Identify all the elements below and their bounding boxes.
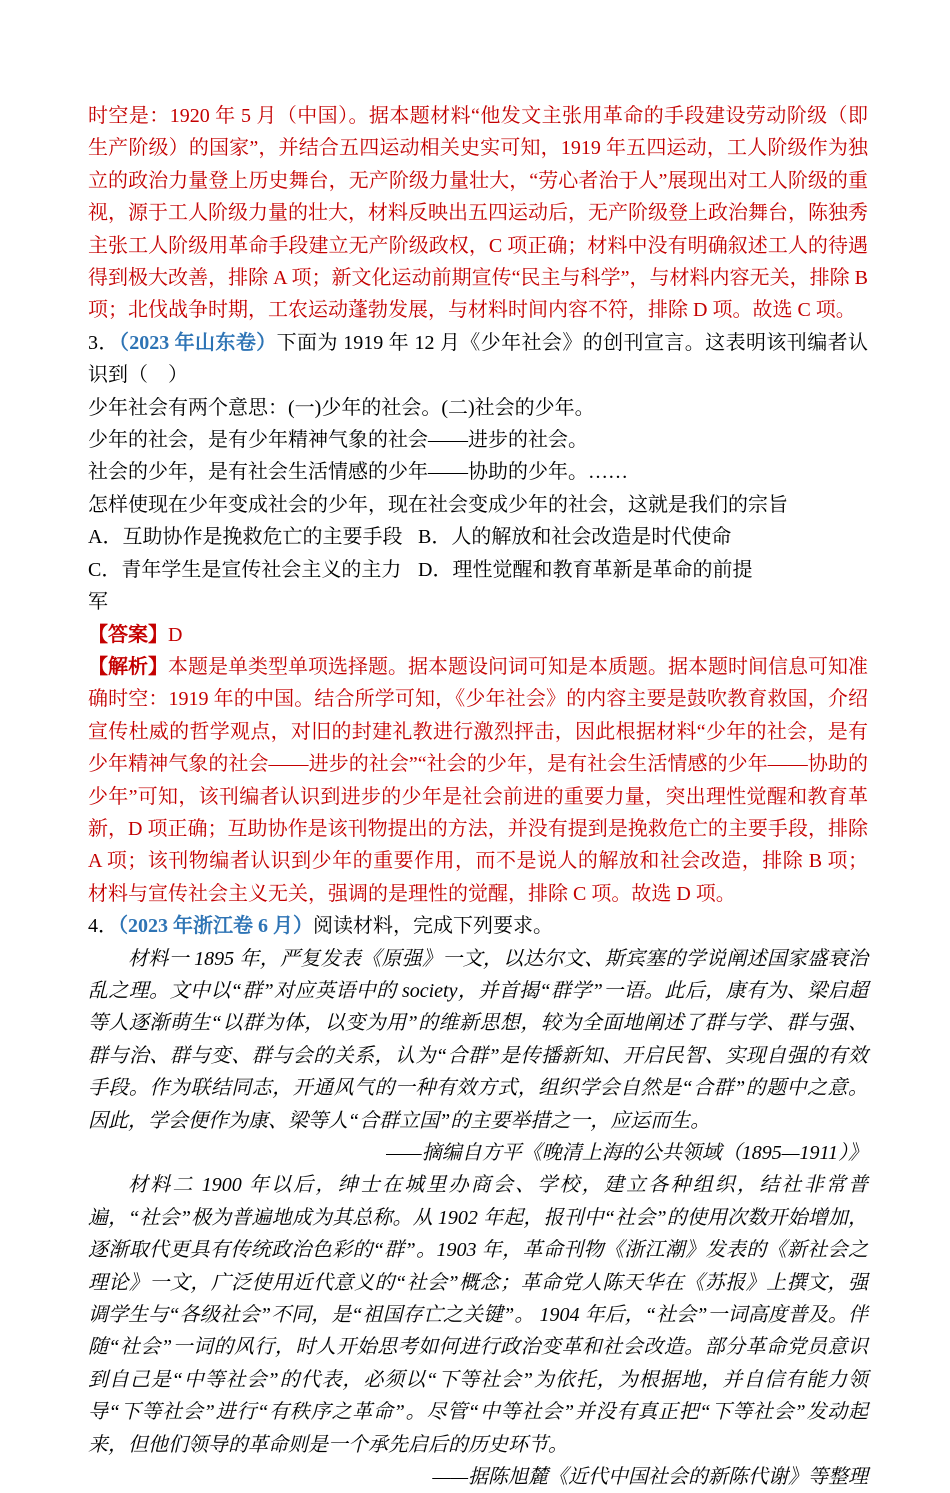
option-b-label: B． bbox=[418, 526, 452, 549]
options-row-ab bbox=[88, 521, 868, 553]
declaration-line: 少年的社会，是有少年精神气象的社会——进步的社会。 bbox=[88, 429, 588, 452]
question-4-heading bbox=[88, 910, 868, 942]
material-2-source: ——据陈旭麓《近代中国社会的新陈代谢》等整理 bbox=[432, 1466, 868, 1489]
question-4-stem: 阅读材料，完成下列要求。 bbox=[313, 915, 553, 938]
option-d-text: 理性觉醒和教育革新是革命的前提 bbox=[452, 558, 753, 581]
question-3-source-tag: （2023 年山东卷） bbox=[118, 331, 277, 354]
option-c-label: C． bbox=[88, 558, 122, 581]
option-b-text: 人的解放和社会改造是时代使命 bbox=[451, 526, 732, 549]
analysis-paragraph bbox=[88, 651, 868, 910]
option-c-text: 青年学生是宣传社会主义的主力军 bbox=[88, 558, 402, 614]
answer-line bbox=[88, 619, 868, 651]
analysis-tag: 【解析】 bbox=[88, 655, 168, 678]
option-d bbox=[418, 554, 868, 619]
declaration-line: 社会的少年，是有社会生活情感的少年——协助的少年。…… bbox=[88, 461, 628, 484]
answer-value: D bbox=[168, 623, 183, 646]
option-a-text: 互助协作是挽救危亡的主要手段 bbox=[122, 526, 403, 549]
option-a-label: A． bbox=[88, 526, 123, 549]
option-a bbox=[88, 521, 418, 553]
declaration-line: 少年社会有两个意思：(一)少年的社会。(二)社会的少年。 bbox=[88, 396, 595, 419]
question-3-heading bbox=[88, 327, 868, 392]
question-4-source-tag: （2023 年浙江卷 6 月） bbox=[118, 915, 313, 938]
material-2-paragraph: 材料二 1900 年以后，绅士在城里办商会、学校，建立各种组织，结社非常普遍，“社会”极为普遍地成为其总称。从 1902 年起，报刊中“社会”的使用次数开始增加，逐渐取代更具有传统政治色彩的“群”。1903 年，革命刊物《浙江潮》发表的《新社会之理论》一文，广泛使用近代意义的“社会”概念；革命党人陈天华在《苏报》上撰文，强调学生与“各级社会”不同，是“祖国存亡之关键”。 1904 年后，“社会”一词高度普及。伴随“社会”一词的风行，时人开始思考如何进行政治变革和社会改造。部分革命党员意识到自己是“中等社会”的代表，必须以“下等社会”为依托，为根据地，并自信有能力领导“下等社会”进行“有秩序之革命”。尽管“中等社会”并没有真正把“下等社会”发动起来，但他们领导的革命则是一个承先启后的历史环节。 bbox=[88, 1174, 868, 1456]
declaration-line: 怎样使现在少年变成社会的少年，现在社会变成少年的社会，这就是我们的宗旨 bbox=[88, 493, 788, 516]
analysis-text: 本题是单类型单项选择题。据本题设问词可知是本质题。据本题时间信息可知准确时空：1919 年的中国。结合所学可知，《少年社会》的内容主要是鼓吹教育救国，介绍宣传杜威的哲学观点，对旧的封建礼教进行激烈抨击，因此根据材料“少年的社会，是有少年精神气象的社会——进步的社会”“社会的少年，是有社会生活情感的少年——协助的少年”可知，该刊编者认识到进步的少年是社会前进的重要力量，突出理性觉醒和教育革新，D 项正确；互助协作是该刊物提出的方法，并没有提到是挽救危亡的主要手段，排除 A 项；该刊物编者认识到少年的重要作用，而不是说人的解放和社会改造，排除 B 项；材料与宣传社会主义无关，强调的是理性的觉醒，排除 C 项。故选 D 项。 bbox=[88, 655, 868, 905]
material-1-paragraph: 材料一 1895 年，严复发表《原强》一文，以达尔文、斯宾塞的学说阐述国家盛衰治乱之理。文中以“群”对应英语中的 society，并首揭“群学”一语。此后，康有为、梁启超等人逐渐萌生“以群为体，以变为用”的维新思想，较为全面地阐述了群与学、群与强、群与治、群与变、群与会的关系，认为“合群”是传播新知、开启民智、实现自强的有效手段。作为联结同志，开通风气的一种有效方式，组织学会自然是“合群”的题中之意。 因此，学会便作为康、梁等人“合群立国”的主要举措之一，应运而生。 bbox=[88, 947, 868, 1132]
question-3-number: 3． bbox=[88, 331, 119, 354]
material-1-source: ——摘编自方平《晚清上海的公共领域（1895—1911）》 bbox=[386, 1142, 868, 1164]
option-d-label: D． bbox=[418, 558, 453, 581]
option-c bbox=[88, 554, 418, 619]
answer-tag: 【答案】 bbox=[88, 623, 168, 646]
options-row-cd bbox=[88, 554, 868, 619]
question-3-stem: 下面为 1919 年 12 月《少年社会》的创刊宣言。这表明该刊编者认识到（ ） bbox=[88, 331, 869, 387]
option-b bbox=[418, 521, 868, 553]
question-4-number: 4． bbox=[88, 915, 118, 938]
prev-question-explanation: 时空是：1920 年 5 月（中国）。据本题材料“他发文主张用革命的手段建设劳动阶级（即生产阶级）的国家”，并结合五四运动相关史实可知，1919 年五四运动，工人阶级作为独立的政治力量登上历史舞台，无产阶级力量壮大，“劳心者治于人”展现出对工人阶级的重视，源于工人阶级力量的壮大，材料反映出五四运动后，无产阶级登上政治舞台，陈独秀主张工人阶级用革命手段建立无产阶级政权，C 项正确；材料中没有明确叙述工人的待遇得到极大改善，排除 A 项；新文化运动前期宣传“民主与科学”，与材料内容无关，排除 B 项；北伐战争时期，工农运动蓬勃发展，与材料时间内容不符，排除 D 项。故选 C 项。 bbox=[88, 105, 868, 322]
